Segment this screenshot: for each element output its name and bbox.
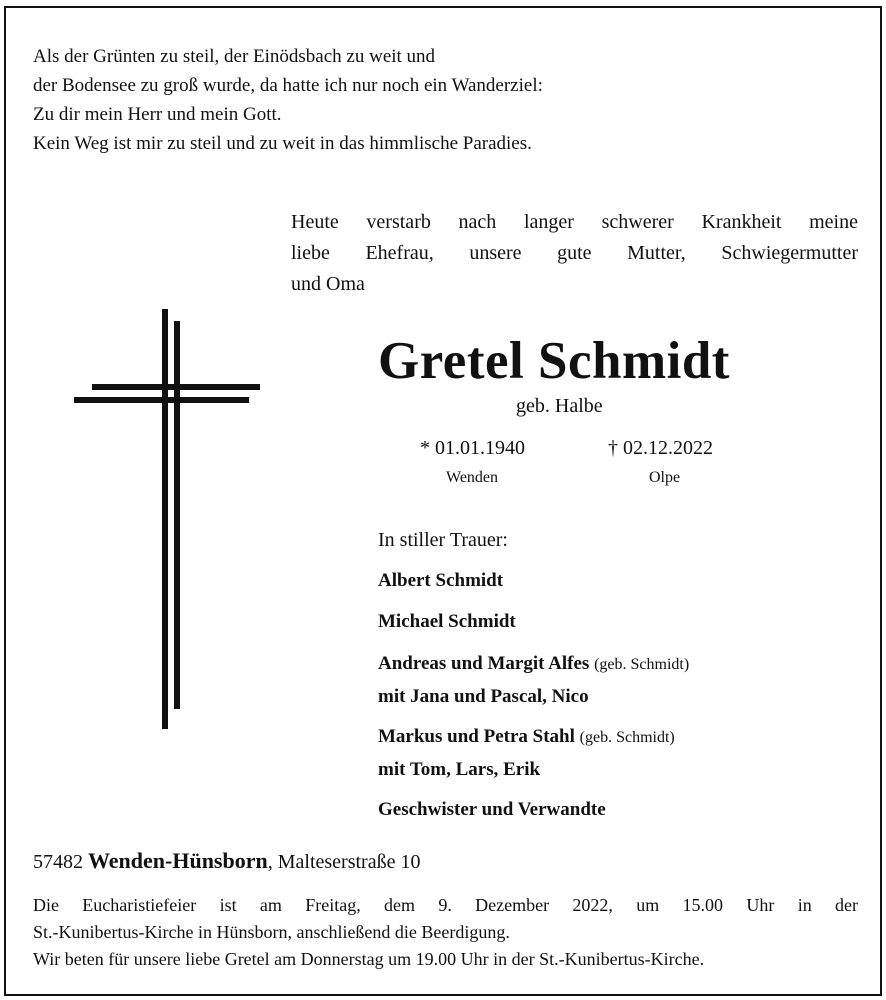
death-announcement xyxy=(291,207,858,300)
address-zip: 57482 xyxy=(33,851,83,873)
announcement-line: und Oma xyxy=(291,273,365,295)
poem xyxy=(33,42,543,158)
mourner-note: (geb. Schmidt) xyxy=(594,656,690,673)
service-line: Wir beten für unsere liebe Gretel am Donnerstag um 19.00 Uhr in der St.-Kunibertus-Kirche. xyxy=(33,949,705,969)
mourning-heading: In stiller Trauer: xyxy=(378,529,508,551)
obituary-notice xyxy=(4,6,882,996)
death-place: Olpe xyxy=(649,469,681,486)
mourner xyxy=(378,651,689,678)
mourner-name: Markus und Petra Stahl xyxy=(378,726,575,747)
cross-icon xyxy=(74,309,260,729)
mourner-note: (geb. Schmidt) xyxy=(579,729,675,746)
death-date: † 02.12.2022 xyxy=(608,437,713,459)
announcement-line: Heute verstarb nach langer schwerer Krankheit meine xyxy=(291,211,858,233)
service-line: St.-Kunibertus-Kirche in Hünsborn, anschließend die Beerdigung. xyxy=(33,922,510,942)
mourner-children: mit Jana und Pascal, Nico xyxy=(378,686,589,707)
mourner-children: mit Tom, Lars, Erik xyxy=(378,759,541,780)
mourner-name: Andreas und Margit Alfes xyxy=(378,653,590,674)
birth-place: Wenden xyxy=(446,469,499,486)
mourner xyxy=(378,724,675,751)
poem-line: der Bodensee zu groß wurde, da hatte ich nur noch ein Wanderziel: xyxy=(33,75,543,96)
deceased-name: Gretel Schmidt xyxy=(378,332,730,390)
poem-line: Als der Grünten zu steil, der Einödsbach zu weit und xyxy=(33,46,436,67)
service-info xyxy=(33,892,858,973)
mourner: Albert Schmidt xyxy=(378,570,504,591)
poem-line: Zu dir mein Herr und mein Gott. xyxy=(33,104,282,125)
announcement-line: liebe Ehefrau, unsere gute Mutter, Schwiegermutter xyxy=(291,242,858,264)
maiden-name: geb. Halbe xyxy=(516,395,603,417)
address xyxy=(33,848,420,875)
mourner: Geschwister und Verwandte xyxy=(378,799,606,820)
service-line: Die Eucharistiefeier ist am Freitag, dem 9. Dezember 2022, um 15.00 Uhr in der xyxy=(33,895,858,915)
poem-line: Kein Weg ist mir zu steil und zu weit in das himmlische Paradies. xyxy=(33,133,532,154)
birth-date: * 01.01.1940 xyxy=(420,437,525,459)
mourner: Michael Schmidt xyxy=(378,611,516,632)
address-street: , Malteserstraße 10 xyxy=(267,851,421,873)
address-city: Wenden-Hünsborn xyxy=(88,848,268,873)
